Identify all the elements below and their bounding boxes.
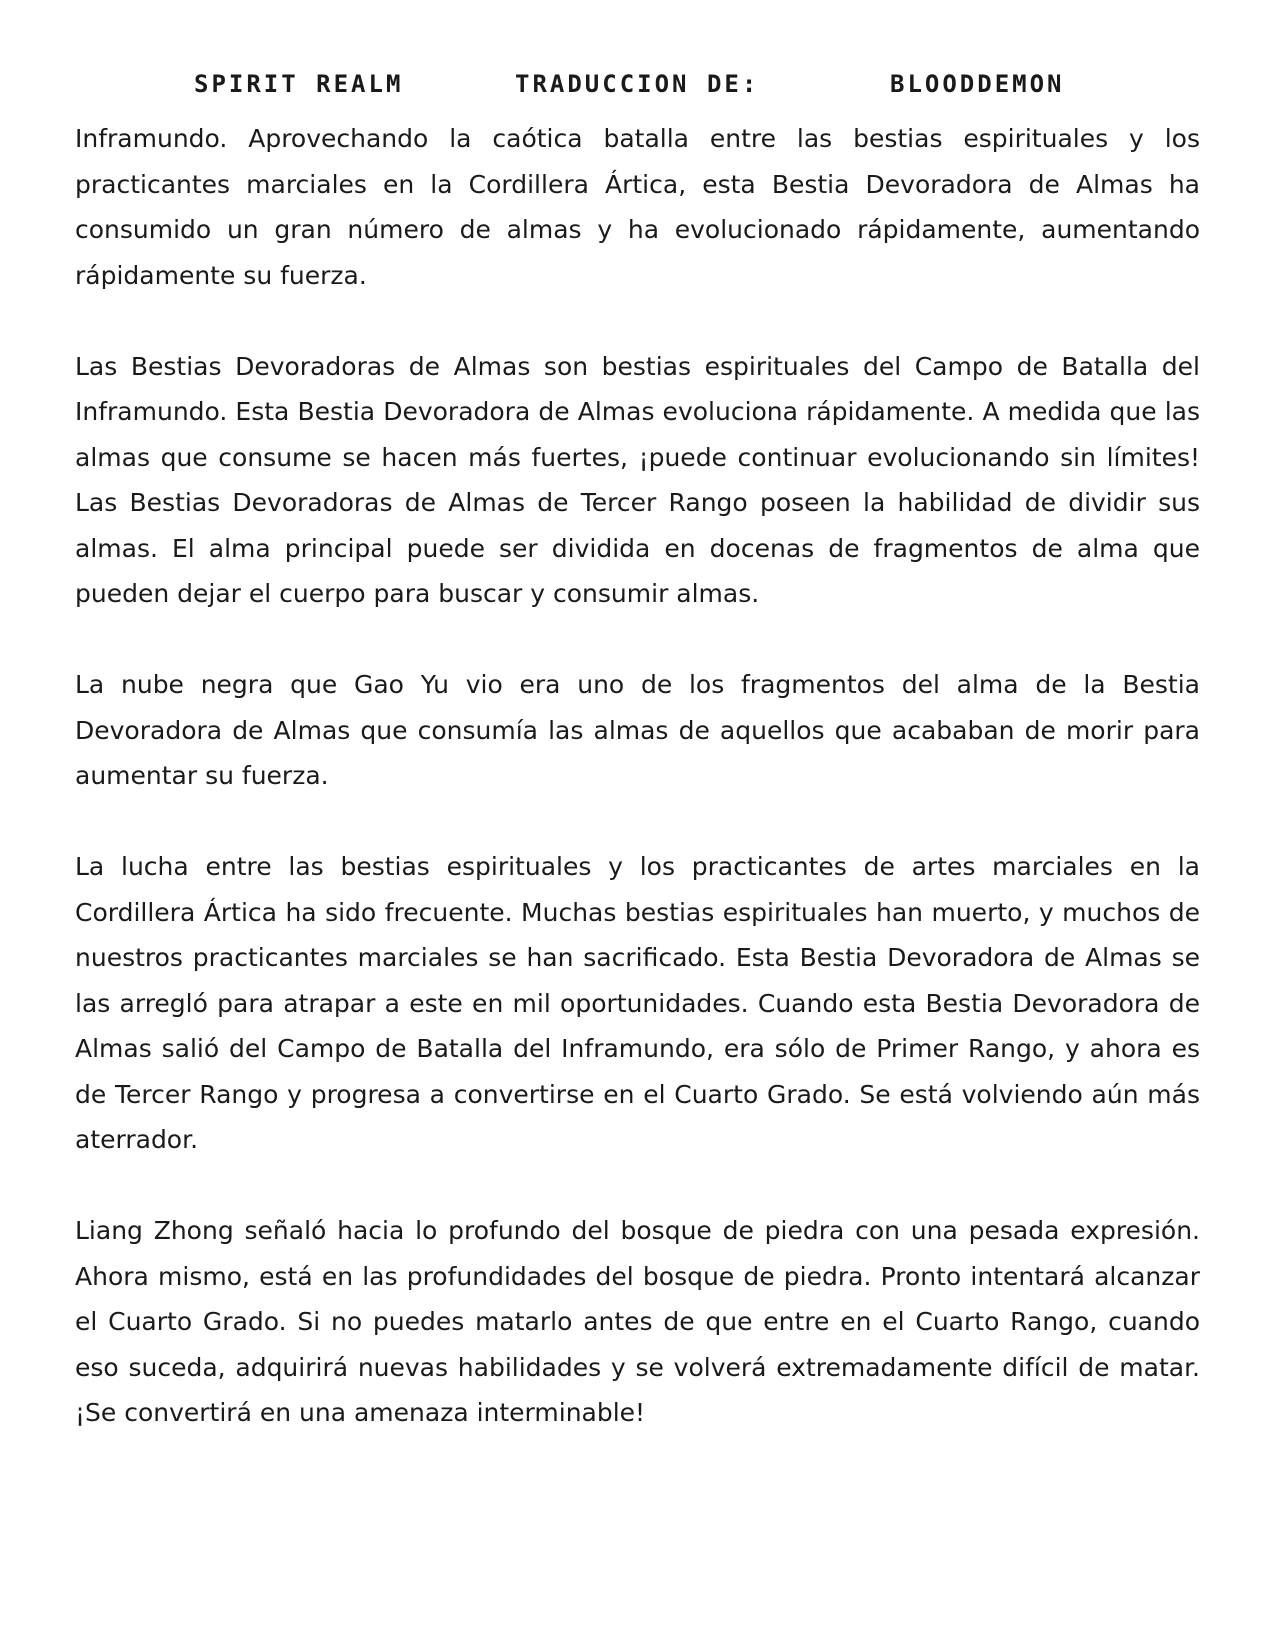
header-translator: BLOODDEMON [890, 70, 1065, 98]
paragraph: Inframundo. Aprovechando la caótica batalla entre las bestias espirituales y los practicantes marciales en la Cordillera Ártica, esta Bestia Devoradora de Almas ha consumido un gran número de almas y ha evolucionado rápidamente, aumentando rápidamente su fuerza. [75, 124, 1200, 290]
paragraph: Las Bestias Devoradoras de Almas son bestias espirituales del Campo de Batalla del Inframundo. Esta Bestia Devoradora de Almas evoluciona rápidamente. A medida que las almas que consume se hacen más fuertes, ¡puede continuar evolucionando sin límites! Las Bestias Devoradoras de Almas de Tercer Rango poseen la habilidad de dividir sus almas. El alma principal puede ser dividida en docenas de fragmentos de alma que pueden dejar el cuerpo para buscar y consumir almas. [75, 351, 1200, 608]
paragraph: La nube negra que Gao Yu vio era uno de los fragmentos del alma de la Bestia Devoradora de Almas que consumía las almas de aquellos que acababan de morir para aumentar su fuerza. [75, 670, 1200, 790]
paragraph: La lucha entre las bestias espirituales y los practicantes de artes marciales en la Cordillera Ártica ha sido frecuente. Muchas bestias espirituales han muerto, y muchos de nuestros practicantes marciales se han sacrificado. Esta Bestia Devoradora de Almas se las arregló para atrapar a este en mil oportunidades. Cuando esta Bestia Devoradora de Almas salió del Campo de Batalla del Inframundo, era sólo de Primer Rango, y ahora es de Tercer Rango y progresa a convertirse en el Cuarto Grado. Se está volviendo aún más aterrador. [75, 852, 1200, 1154]
header-translation-label: TRADUCCION DE: [515, 70, 760, 98]
paragraph: Liang Zhong señaló hacia lo profundo del bosque de piedra con una pesada expresión. Ahora mismo, está en las profundidades del bosque de piedra. Pronto intentará alcanzar el Cuarto Grado. Si no puedes matarlo antes de que entre en el Cuarto Rango, cuando eso suceda, adquirirá nuevas habilidades y se volverá extremadamente difícil de matar. ¡Se convertirá en una amenaza interminable! [75, 1216, 1200, 1427]
header-title: SPIRIT REALM [194, 70, 404, 98]
page-header [0, 70, 1275, 110]
body-text [75, 116, 1200, 1481]
